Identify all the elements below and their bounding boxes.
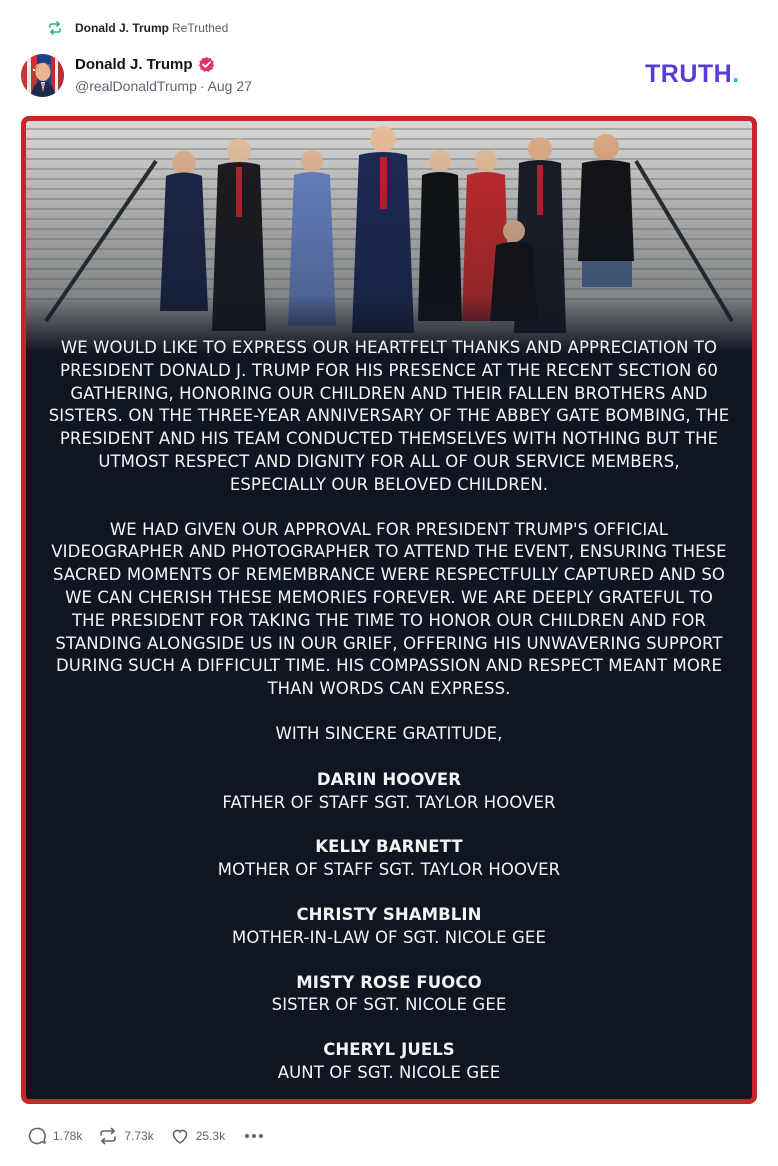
signer-role: MOTHER OF STAFF SGT. TAYLOR HOOVER bbox=[217, 860, 561, 880]
signer-name: KELLY BARNETT bbox=[315, 837, 463, 857]
heart-icon bbox=[170, 1126, 190, 1146]
signer-name: DARIN HOOVER bbox=[316, 769, 462, 789]
reply-button[interactable] bbox=[27, 1126, 82, 1146]
retruth-user-name[interactable]: Donald J. Trump bbox=[75, 21, 170, 35]
logo-dot: . bbox=[732, 60, 740, 88]
signer-role: FATHER OF STAFF SGT. TAYLOR HOOVER bbox=[222, 792, 556, 812]
like-count: 25.3k bbox=[195, 1129, 226, 1143]
signer-role: SISTER OF SGT. NICOLE GEE bbox=[271, 995, 507, 1015]
signer-role: AUNT OF SGT. NICOLE GEE bbox=[277, 1062, 501, 1082]
signer bbox=[26, 972, 752, 1018]
post-action-bar bbox=[27, 1124, 263, 1148]
avatar[interactable] bbox=[21, 54, 64, 97]
reply-icon bbox=[27, 1126, 47, 1146]
author-name[interactable]: Donald J. Trump bbox=[75, 55, 193, 73]
group-photo bbox=[26, 121, 752, 353]
author-header bbox=[75, 54, 215, 74]
author-handle[interactable]: @realDonaldTrump bbox=[75, 78, 197, 94]
truth-social-logo[interactable] bbox=[645, 60, 740, 89]
letter-closing: WITH SINCERE GRATITUDE, bbox=[275, 723, 503, 743]
reply-count: 1.78k bbox=[53, 1129, 83, 1143]
signer bbox=[26, 1039, 752, 1085]
letter-text bbox=[26, 337, 752, 1104]
letter-paragraph: WE WOULD LIKE TO EXPRESS OUR HEARTFELT THANKS AND APPRECIATION TO PRESIDENT DONALD J. TRUMP FOR HIS PRESENCE AT THE RECENT SECTION 60 GATHERING, HONORING OUR CHILDREN AND THEIR FALLEN BROTHERS AND SISTERS. ON THE THREE-YEAR ANNIVERSARY OF THE ABBEY GATE BOMBING, THE PRESIDENT AND HIS TEAM CONDUCTED THEMSELVES WITH NOTHING BUT THE UTMOST RESPECT AND DIGNITY FOR ALL OF OUR SERVICE MEMBERS, ESPECIALLY OUR BELOVED CHILDREN. bbox=[48, 338, 730, 494]
retruth-icon bbox=[47, 20, 63, 36]
signer bbox=[26, 769, 752, 815]
more-dot bbox=[252, 1134, 256, 1138]
more-dot bbox=[245, 1134, 249, 1138]
letter-paragraph: WE HAD GIVEN OUR APPROVAL FOR PRESIDENT TRUMP'S OFFICIAL VIDEOGRAPHER AND PHOTOGRAPHER TO ATTEND THE EVENT, ENSURING THESE SACRED MOMENTS OF REMEMBRANCE WERE RESPECTFULLY CAPTURED AND SO WE CAN CHERISH THESE MEMORIES FOREVER. WE ARE DEEPLY GRATEFUL TO THE PRESIDENT FOR TAKING THE TIME TO HONOR OUR CHILDREN AND FOR STANDING ALONGSIDE US IN OUR GRIEF, OFFERING HIS UNWAVERING SUPPORT DURING SUCH A DIFFICULT TIME. HIS COMPASSION AND RESPECT MEANT MORE THAN WORDS CAN EXPRESS. bbox=[51, 519, 727, 699]
more-dot bbox=[259, 1134, 263, 1138]
post-image[interactable] bbox=[21, 116, 757, 1104]
retruth-header bbox=[47, 18, 228, 38]
retruth-count: 7.73k bbox=[124, 1129, 154, 1143]
signer-name: CHERYL JUELS bbox=[323, 1040, 455, 1060]
signer-role: MOTHER-IN-LAW OF SGT. NICOLE GEE bbox=[232, 927, 546, 947]
author-meta bbox=[75, 78, 252, 94]
more-icon[interactable] bbox=[245, 1134, 263, 1138]
meta-separator: · bbox=[199, 78, 205, 94]
logo-text: TRUTH bbox=[645, 60, 733, 88]
retruth-icon bbox=[98, 1126, 118, 1146]
signer-name: CHRISTY SHAMBLIN bbox=[296, 904, 482, 924]
signer bbox=[26, 836, 752, 882]
verified-badge-icon bbox=[198, 56, 215, 73]
retruth-label: ReTruthed bbox=[172, 21, 229, 35]
like-button[interactable] bbox=[170, 1126, 225, 1146]
post-date[interactable]: Aug 27 bbox=[207, 78, 252, 94]
retruth-button[interactable] bbox=[98, 1126, 153, 1146]
signer bbox=[26, 904, 752, 950]
signer-name: MISTY ROSE FUOCO bbox=[296, 972, 482, 992]
